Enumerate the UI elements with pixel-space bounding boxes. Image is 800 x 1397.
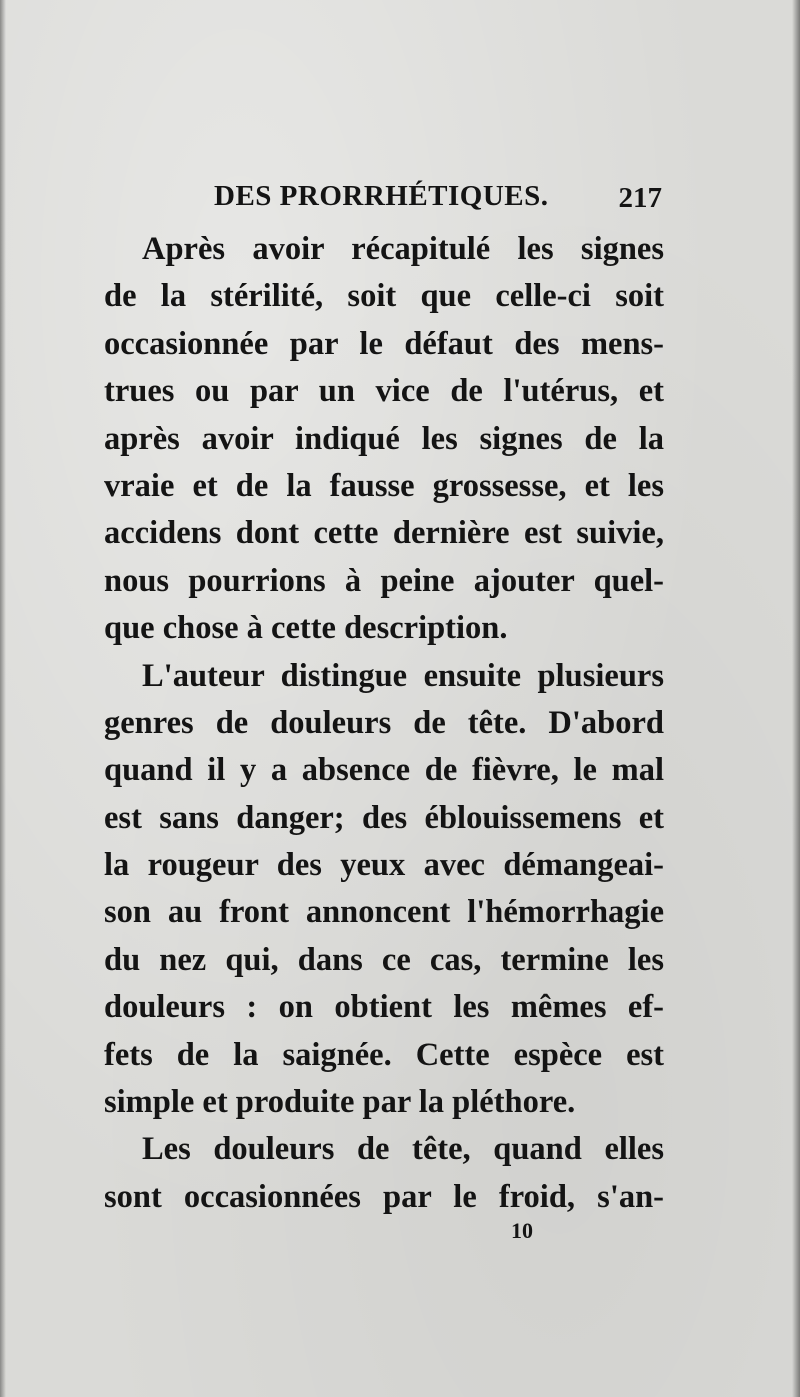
text-line: nous pourrions à peine ajouter quel- [104, 562, 664, 599]
text-line: genres de douleurs de tête. D'abord [104, 704, 664, 741]
text-line: simple et produite par la pléthore. [104, 1084, 576, 1121]
page-edge-right [792, 0, 800, 1397]
text-line: sont occasionnées par le froid, s'an- [104, 1178, 664, 1215]
page-edge-left [0, 0, 6, 1397]
text-line: occasionnée par le défaut des mens- [104, 325, 664, 362]
text-line: est sans danger; des éblouissemens et [104, 799, 664, 836]
text-line: douleurs : on obtient les mêmes ef- [104, 989, 664, 1026]
text-line: de la stérilité, soit que celle-ci soit [104, 278, 664, 315]
text-line: Les douleurs de tête, quand elles [142, 1131, 664, 1168]
text-line: du nez qui, dans ce cas, termine les [104, 941, 664, 978]
text-line: après avoir indiqué les signes de la [104, 420, 664, 457]
body-text [104, 226, 664, 1221]
running-head [214, 180, 664, 220]
text-line: quand il y a absence de fièvre, le mal [104, 752, 664, 789]
text-line: trues ou par un vice de l'utérus, et [104, 373, 664, 410]
text-line: L'auteur distingue ensuite plusieurs [142, 657, 664, 694]
text-line: la rougeur des yeux avec démangeai- [104, 847, 664, 884]
text-line: son au front annoncent l'hémorrhagie [104, 894, 664, 931]
text-line: fets de la saignée. Cette espèce est [104, 1036, 664, 1073]
text-line: vraie et de la fausse grossesse, et les [104, 467, 664, 504]
text-line: que chose à cette description. [104, 610, 508, 647]
text-line: accidens dont cette dernière est suivie, [104, 515, 664, 552]
page-number: 217 [618, 182, 662, 214]
running-head-title: DES PRORRHÉTIQUES. [214, 180, 549, 212]
signature-mark: 10 [511, 1218, 533, 1243]
text-line: Après avoir récapitulé les signes [142, 231, 664, 267]
